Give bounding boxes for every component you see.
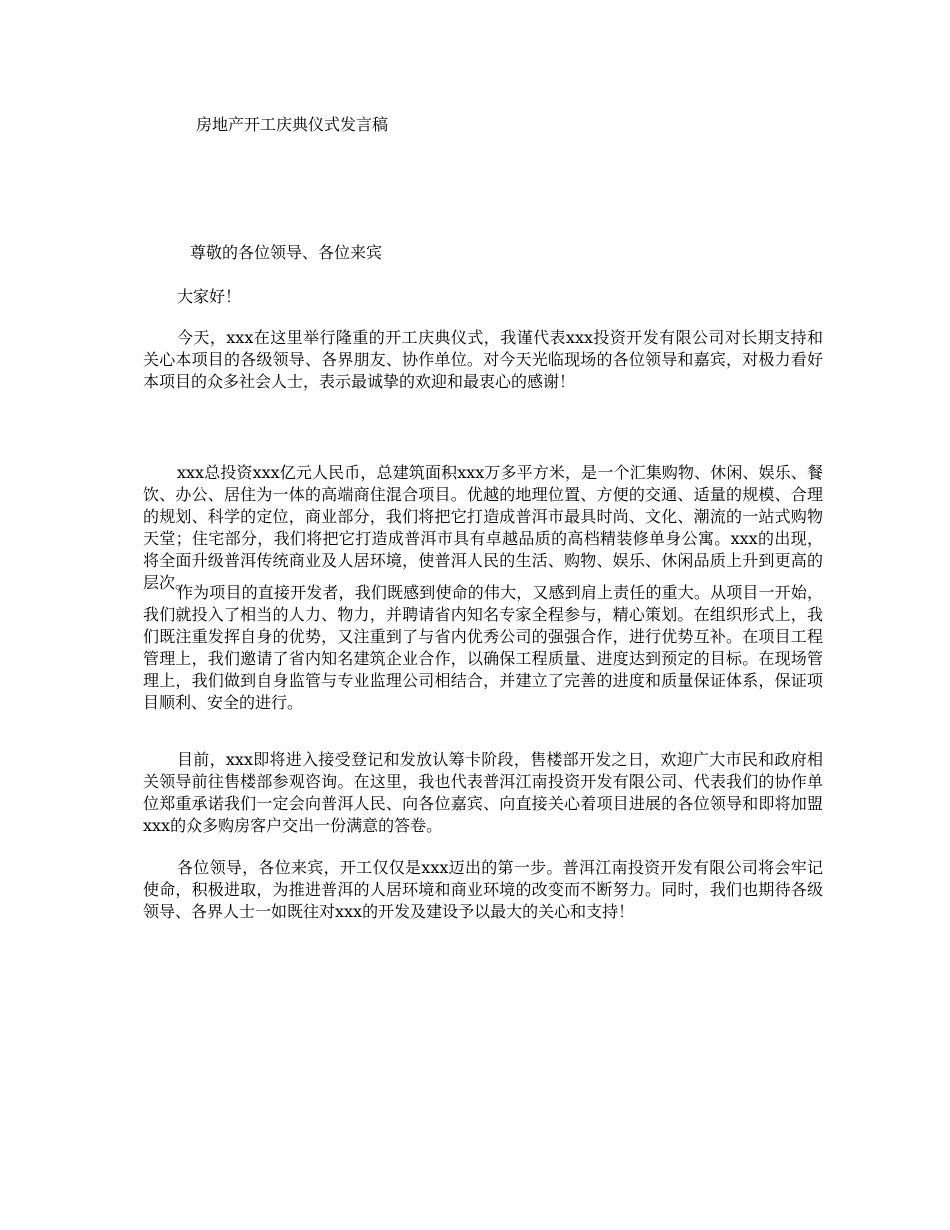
paragraph-sales-announcement: 目前，xxx即将进入接受登记和发放认筹卡阶段，售楼部开发之日，欢迎广大市民和政府相关领导前往售楼部参观咨询。在这里，我也代表普洱江南投资开发有限公司、代表我们的协作单位郑重承诺我们一定会向普洱人民、向各位嘉宾、向直接关心着项目进展的各位领导和即将加盟xxx的众多购房客户交出一份满意的答卷。 bbox=[143, 750, 823, 835]
document-title: 房地产开工庆典仪式发言稿 bbox=[196, 115, 389, 134]
paragraph-closing: 各位领导，各位来宾，开工仅仅是xxx迈出的第一步。普洱江南投资开发有限公司将会牢记使命，积极进取，为推进普洱的人居环境和商业环境的改变而不断努力。同时，我们也期待各级领导、各界人士一如既往对xxx的开发及建设予以最大的关心和支持！ bbox=[143, 858, 823, 921]
salutation: 尊敬的各位领导、各位来宾 bbox=[190, 243, 383, 262]
paragraph-developer-commitment: 作为项目的直接开发者，我们既感到使命的伟大，又感到肩上责任的重大。从项目一开始，我们就投入了相当的人力、物力，并聘请省内知名专家全程参与，精心策划。在组织形式上，我们既注重发挥自身的优势，又注重到了与省内优秀公司的强强合作，进行优势互补。在项目工程管理上，我们邀请了省内知名建筑企业合作，以确保工程质量、进度达到预定的目标。在现场管理上，我们做到自身监管与专业监理公司相结合，并建立了完善的进度和质量保证体系，保证项目顺利、安全的进行。 bbox=[143, 583, 823, 712]
greeting: 大家好！ bbox=[177, 287, 242, 306]
paragraph-opening: 今天，xxx在这里举行隆重的开工庆典仪式，我谨代表xxx投资开发有限公司对长期支持和关心本项目的各级领导、各界朋友、协作单位。对今天光临现场的各位领导和嘉宾，对极力看好本项目的众多社会人士，表示最诚挚的欢迎和最衷心的感谢！ bbox=[143, 328, 823, 391]
paragraph-project-overview: xxx总投资xxx亿元人民币，总建筑面积xxx万多平方米，是一个汇集购物、休闲、娱乐、餐饮、办公、居住为一体的高端商住混合项目。优越的地理位置、方便的交通、适量的规模、合理的规划、科学的定位，商业部分，我们将把它打造成普洱市最具时尚、文化、潮流的一站式购物天堂；住宅部分，我们将把它打造成普洱市具有卓越品质的高档精装修单身公寓。xxx的出现，将全面升级普洱传统商业及人居环境，使普洱人民的生活、购物、娱乐、休闲品质上升到更高的层次。 bbox=[143, 463, 823, 592]
